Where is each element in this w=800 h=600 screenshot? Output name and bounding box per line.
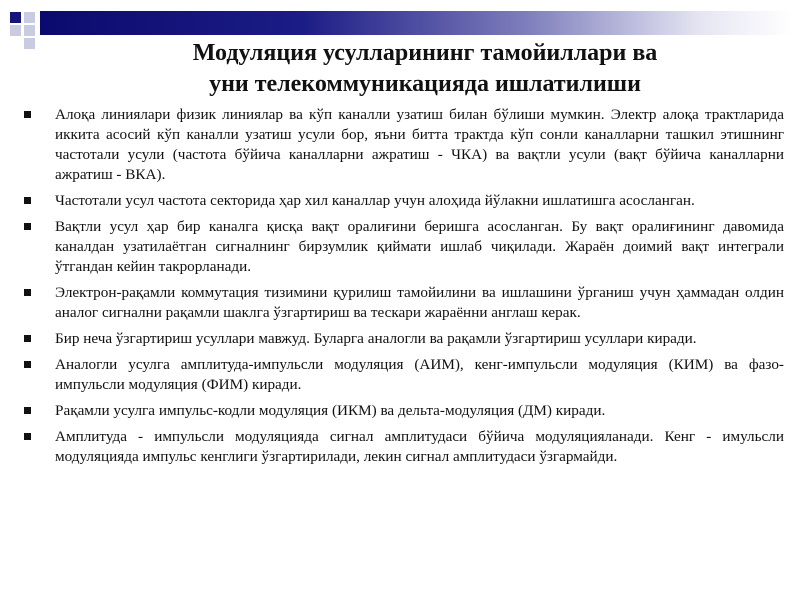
bullet-text: Алоқа линиялари физик линиялар ва кўп каналли узатиш билан бўлиши мумкин. Электр алоқа трактларида иккита асосий кўп каналли узатиш усули бор, яъни битта трактда кўп сонли каналларни ташкил этишнинг частотали усули (частота бўйича каналларни ажратиш - ЧКА) ва вақтли усули (вақт бўйича каналларни ажратиш - ВКА). — [55, 106, 784, 183]
bullet-text: Электрон-рақамли коммутация тизимини қурилиш тамойилини ва ишлашини ўрганиш учун ҳаммадан олдин аналог сигнални рақамли шаклга ўзгартириш ва тескари жараённи англаш керак. — [55, 284, 784, 321]
bullet-text: Бир неча ўзгартириш усуллари мавжуд. Буларга аналогли ва рақамли ўзгартириш усуллари киради. — [55, 330, 697, 347]
slide-title-line-1: Модуляция усулларининг тамойиллари ва — [192, 40, 658, 66]
header-gradient-band — [40, 11, 792, 35]
bullet-text: Вақтли усул ҳар бир каналга қисқа вақт оралиғини беришга асосланган. Бу вақт оралиғининг давомида каналдан узатилаётган сигналнинг бирзумлик қиймати ишлаб чиқилади. Жараён доимий вақт интеграли ўтгандан кейин такрорланади. — [55, 218, 784, 275]
bullet-text: Аналогли усулга амплитуда-импульсли модуляция (АИМ), кенг-импульсли модуляция (КИМ) ва фазо-импульсли модуляция (ФИМ) киради. — [55, 356, 784, 393]
decor-square-4 — [24, 25, 35, 36]
decor-square-5 — [24, 38, 35, 49]
bullet-item — [24, 105, 784, 185]
slide-title-line-2: уни телекоммуникацияда ишлатилиши — [209, 71, 641, 97]
bullet-text: Амплитуда - импульсли модуляцияда сигнал амплитудаси бўйича модуляцияланади. Кенг - имульсли модуляцияда импульс кенглиги ўзгартирилади, лекин сигнал амплитудаси ўзгармайди. — [55, 428, 784, 465]
bullet-square-icon — [24, 433, 31, 440]
decor-square-2 — [24, 12, 35, 23]
bullet-square-icon — [24, 361, 31, 368]
decor-square-3 — [10, 25, 21, 36]
slide-title — [95, 38, 755, 100]
bullet-list — [24, 105, 784, 473]
decor-square-1 — [10, 12, 21, 23]
bullet-square-icon — [24, 289, 31, 296]
bullet-text: Частотали усул частота секторида ҳар хил каналлар учун алоҳида йўлакни ишлатишга асосланган. — [55, 192, 695, 209]
bullet-item — [24, 355, 784, 395]
bullet-item — [24, 401, 784, 421]
bullet-square-icon — [24, 223, 31, 230]
bullet-item — [24, 427, 784, 467]
bullet-square-icon — [24, 197, 31, 204]
bullet-item — [24, 217, 784, 277]
bullet-square-icon — [24, 407, 31, 414]
bullet-square-icon — [24, 111, 31, 118]
bullet-item — [24, 329, 784, 349]
bullet-item — [24, 191, 784, 211]
bullet-text: Рақамли усулга импульс-кодли модуляция (ИКМ) ва дельта-модуляция (ДМ) киради. — [55, 402, 606, 419]
bullet-square-icon — [24, 335, 31, 342]
bullet-item — [24, 283, 784, 323]
